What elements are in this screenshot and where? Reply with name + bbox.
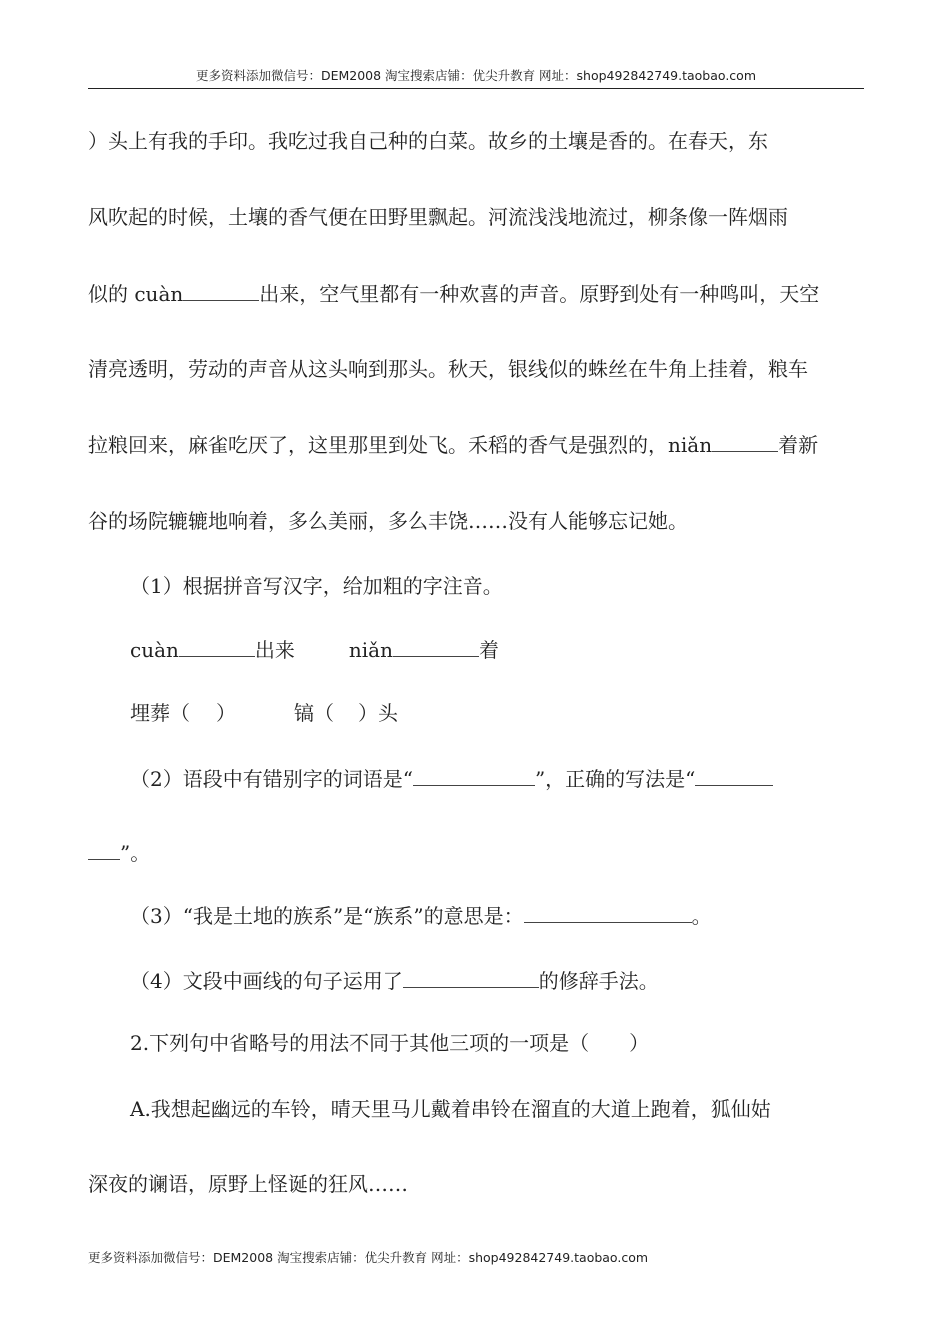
answer-blank-q3[interactable] (524, 902, 692, 923)
q2-text: ”，正确的写法是“ (534, 767, 696, 791)
pinyin-nian: niǎn (348, 638, 393, 662)
q1-gao: 镐（ (294, 701, 334, 725)
passage-text: 似的 cuàn (88, 282, 184, 306)
answer-blank-q1-cuan[interactable] (179, 636, 255, 657)
option-a-line-2: 深夜的谰语，原野上怪诞的狂风…… (88, 1172, 408, 1196)
answer-blank-nian[interactable] (712, 431, 778, 452)
answer-blank-q2-correct[interactable] (695, 765, 773, 786)
q1-maizang-close: ） (216, 701, 236, 725)
q1-nian-tail: 着 (478, 638, 499, 662)
passage-line-2: 风吹起的时候，土壤的香气便在田野里飘起。河流浅浅地流过，柳条像一阵烟雨 (88, 205, 788, 229)
question-2-line-1 (130, 765, 773, 793)
q3-text: （3）“我是土地的族系”是“族系”的意思是： (130, 904, 524, 928)
header-divider (88, 88, 864, 89)
answer-blank-q1-nian[interactable] (393, 636, 479, 657)
q1-gao-close: ）头 (358, 701, 398, 725)
passage-text: 着新 (778, 433, 819, 457)
passage-text: 出来，空气里都有一种欢喜的声音。原野到处有一种鸣叫，天空 (259, 282, 820, 306)
passage-line-3 (88, 280, 819, 308)
page-footer: 更多资料添加微信号：DEM2008 淘宝搜索店铺：优尖升教育 网址：shop492842749.taobao.com (88, 1250, 649, 1265)
question-1: （1）根据拼音写汉字，给加粗的字注音。 (130, 574, 503, 598)
q1-phonetic-row (130, 699, 398, 727)
q4-text: 的修辞手法。 (538, 969, 659, 993)
question-item-2: 2.下列句中省略号的用法不同于其他三项的一项是（ ） (130, 1031, 650, 1055)
question-3 (130, 902, 712, 930)
q1-pinyin-row (130, 636, 499, 664)
option-a-line-1: A.我想起幽远的车铃，晴天里马儿戴着串铃在溜直的大道上跑着，狐仙姑 (130, 1097, 771, 1121)
answer-blank-cuan[interactable] (183, 280, 259, 301)
q1-maizang: 埋葬（ (130, 701, 190, 725)
q3-text: 。 (691, 904, 712, 928)
q2-text: ”。 (120, 841, 151, 865)
answer-blank-q4[interactable] (403, 967, 539, 988)
q1-cuan-tail: 出来 (254, 638, 295, 662)
passage-text: 拉粮回来，麻雀吃厌了，这里那里到处飞。禾稻的香气是强烈的，niǎn (88, 433, 713, 457)
question-2-line-2 (88, 839, 150, 867)
pinyin-cuan: cuàn (130, 638, 179, 662)
passage-line-5 (88, 431, 818, 459)
q4-text: （4）文段中画线的句子运用了 (130, 969, 403, 993)
passage-line-4: 清亮透明，劳动的声音从这头响到那头。秋天，银线似的蛛丝在牛角上挂着，粮车 (88, 357, 808, 381)
answer-blank-q2-correct-cont[interactable] (88, 839, 120, 860)
answer-blank-q2-wrong[interactable] (413, 765, 535, 786)
q2-text: （2）语段中有错别字的词语是“ (130, 767, 413, 791)
passage-line-6: 谷的场院辘辘地响着，多么美丽，多么丰饶……没有人能够忘记她。 (88, 509, 688, 533)
passage-line-1: ）头上有我的手印。我吃过我自己种的白菜。故乡的土壤是香的。在春天，东 (88, 129, 768, 153)
page-header: 更多资料添加微信号：DEM2008 淘宝搜索店铺：优尖升教育 网址：shop492842749.taobao.com (195, 68, 757, 83)
question-4 (130, 967, 659, 995)
